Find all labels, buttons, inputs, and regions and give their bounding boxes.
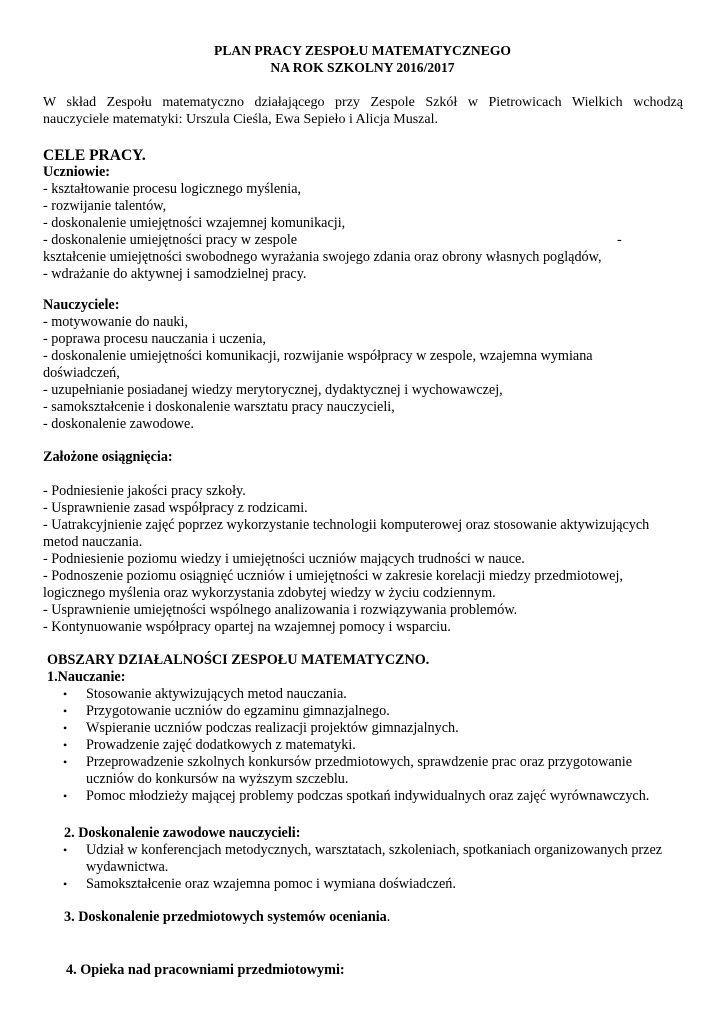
uczniowie-item: - doskonalenie umiejętności wzajemnej komunikacji, bbox=[43, 215, 346, 231]
nauczanie-item-text: Stosowanie aktywizujących metod nauczania. bbox=[86, 686, 347, 702]
nauczanie-item-text: Wspieranie uczniów podczas realizacji projektów gimnazjalnych. bbox=[86, 720, 459, 736]
doskonalenie-heading-block bbox=[64, 825, 724, 842]
uczniowie-dash: - bbox=[617, 232, 622, 248]
doskonalenie-item bbox=[41, 842, 701, 876]
obszary-section bbox=[47, 652, 707, 686]
nauczanie-item bbox=[41, 737, 701, 754]
document-title-line1: PLAN PRACY ZESPOŁU MATEMATYCZNEGO bbox=[214, 43, 511, 58]
osiagniecia-item: - Usprawnienie umiejętności wspólnego analizowania i rozwiązywania problemów. bbox=[43, 602, 518, 618]
intro-paragraph bbox=[43, 94, 683, 128]
bullet-icon: • bbox=[63, 687, 68, 701]
nauczyciele-item: - uzupełnianie posiadanej wiedzy merytorycznej, dydaktycznej i wychowawczej, bbox=[43, 382, 503, 398]
doskonalenie-item-text: Samokształcenie oraz wzajemna pomoc i wymiana doświadczeń. bbox=[86, 876, 456, 892]
nauczyciele-section bbox=[43, 297, 703, 433]
bullet-icon: • bbox=[63, 738, 68, 752]
nauczanie-item-text-cont: uczniów do konkursów na wyższym szczeblu. bbox=[86, 771, 349, 787]
uczniowie-item-text: - doskonalenie umiejętności pracy w zespole bbox=[43, 232, 298, 248]
osiagniecia-heading-block bbox=[43, 449, 703, 466]
doskonalenie-item-text-cont: wydawnictwa. bbox=[86, 859, 169, 875]
nauczyciele-item: - poprawa procesu nauczania i uczenia, bbox=[43, 331, 266, 347]
document-title-line2: NA ROK SZKOLNY 2016/2017 bbox=[270, 60, 455, 75]
nauczanie-item bbox=[41, 703, 701, 720]
osiagniecia-heading: Założone osiągnięcia: bbox=[43, 449, 173, 465]
uczniowie-item: - wdrażanie do aktywnej i samodzielnej pracy. bbox=[43, 266, 307, 282]
uczniowie-item: - rozwijanie talentów, bbox=[43, 198, 167, 214]
systemy-heading: 3. Doskonalenie przedmiotowych systemów oceniania bbox=[64, 909, 387, 925]
nauczyciele-item: - doskonalenie umiejętności komunikacji, rozwijanie współpracy w zespole, wzajemna wymiana bbox=[43, 348, 593, 364]
nauczanie-item bbox=[41, 754, 701, 788]
bullet-icon: • bbox=[63, 704, 68, 718]
opieka-block bbox=[66, 962, 725, 979]
osiagniecia-item: - Uatrakcyjnienie zajęć poprzez wykorzystanie technologii komputerowej oraz stosowanie aktywizujących bbox=[43, 517, 650, 533]
uczniowie-item bbox=[43, 232, 703, 249]
nauczanie-item-text: Przeprowadzenie szkolnych konkursów przedmiotowych, sprawdzenie prac oraz przygotowanie bbox=[86, 754, 633, 770]
bullet-icon: • bbox=[63, 789, 68, 803]
osiagniecia-item: - Podniesienie poziomu wiedzy i umiejętności uczniów mających trudności w nauce. bbox=[43, 551, 525, 567]
nauczyciele-item: - samokształcenie i doskonalenie warsztatu pracy nauczycieli, bbox=[43, 399, 395, 415]
doskonalenie-heading: 2. Doskonalenie zawodowe nauczycieli: bbox=[64, 825, 301, 841]
nauczyciele-item: - motywowanie do nauki, bbox=[43, 314, 188, 330]
osiagniecia-item: metod nauczania. bbox=[43, 534, 143, 550]
osiagniecia-item: - Usprawnienie zasad współpracy z rodzicami. bbox=[43, 500, 308, 516]
bullet-icon: • bbox=[63, 843, 68, 857]
osiagniecia-item: logicznego myślenia oraz wykorzystania zdobytej wiedzy w życiu codziennym. bbox=[43, 585, 496, 601]
osiagniecia-item: - Podnoszenie poziomu osiągnięć uczniów i umiejętności w zakresie korelacji miedzy przedmiotowej, bbox=[43, 568, 623, 584]
nauczyciele-heading: Nauczyciele: bbox=[43, 297, 120, 313]
uczniowie-item: - kształtowanie procesu logicznego myślenia, bbox=[43, 181, 302, 197]
bullet-icon: • bbox=[63, 755, 68, 769]
nauczanie-list bbox=[41, 686, 701, 805]
opieka-heading: 4. Opieka nad pracowniami przedmiotowymi: bbox=[66, 962, 345, 978]
intro-line2: nauczyciele matematyki: Urszula Cieśla, Ewa Sepieło i Alicja Muszal. bbox=[43, 112, 438, 127]
nauczanie-item-text: Prowadzenie zajęć dodatkowych z matematyki. bbox=[86, 737, 356, 753]
doskonalenie-list bbox=[41, 842, 701, 893]
systemy-dot: . bbox=[386, 909, 391, 925]
nauczanie-heading: 1.Nauczanie: bbox=[47, 669, 126, 685]
nauczanie-item bbox=[41, 720, 701, 737]
nauczanie-item bbox=[41, 788, 701, 805]
nauczyciele-item: doświadczeń, bbox=[43, 365, 120, 381]
osiagniecia-list bbox=[43, 483, 703, 636]
bullet-icon: • bbox=[63, 877, 68, 891]
nauczanie-item-text: Pomoc młodzieży mającej problemy podczas spotkań indywidualnych oraz zajęć wyrównawczych. bbox=[86, 788, 650, 804]
doskonalenie-item bbox=[41, 876, 701, 893]
nauczanie-item bbox=[41, 686, 701, 703]
intro-line1: W skład Zespołu matematyczno działającego przy Zespole Szkół w Pietrowicach Wielkich wchodzą bbox=[43, 95, 683, 110]
nauczanie-item-text: Przygotowanie uczniów do egzaminu gimnazjalnego. bbox=[86, 703, 390, 719]
doskonalenie-item-text: Udział w konferencjach metodycznych, warsztatach, szkoleniach, spotkaniach organizowanych przez bbox=[86, 842, 663, 858]
systemy-line bbox=[64, 909, 724, 926]
bullet-icon: • bbox=[63, 721, 68, 735]
osiagniecia-item: - Podniesienie jakości pracy szkoły. bbox=[43, 483, 246, 499]
systemy-block bbox=[64, 909, 724, 926]
uczniowie-heading: Uczniowie: bbox=[43, 164, 110, 180]
cele-heading: CELE PRACY. bbox=[43, 147, 146, 164]
cele-section bbox=[43, 147, 703, 283]
nauczyciele-item: - doskonalenie zawodowe. bbox=[43, 416, 194, 432]
uczniowie-item: kształcenie umiejętności swobodnego wyrażania swojego zdania oraz obrony własnych poglądów, bbox=[43, 249, 602, 265]
obszary-heading: OBSZARY DZIAŁALNOŚCI ZESPOŁU MATEMATYCZNO. bbox=[47, 652, 430, 668]
osiagniecia-item: - Kontynuowanie współpracy opartej na wzajemnej pomocy i wsparciu. bbox=[43, 619, 451, 635]
